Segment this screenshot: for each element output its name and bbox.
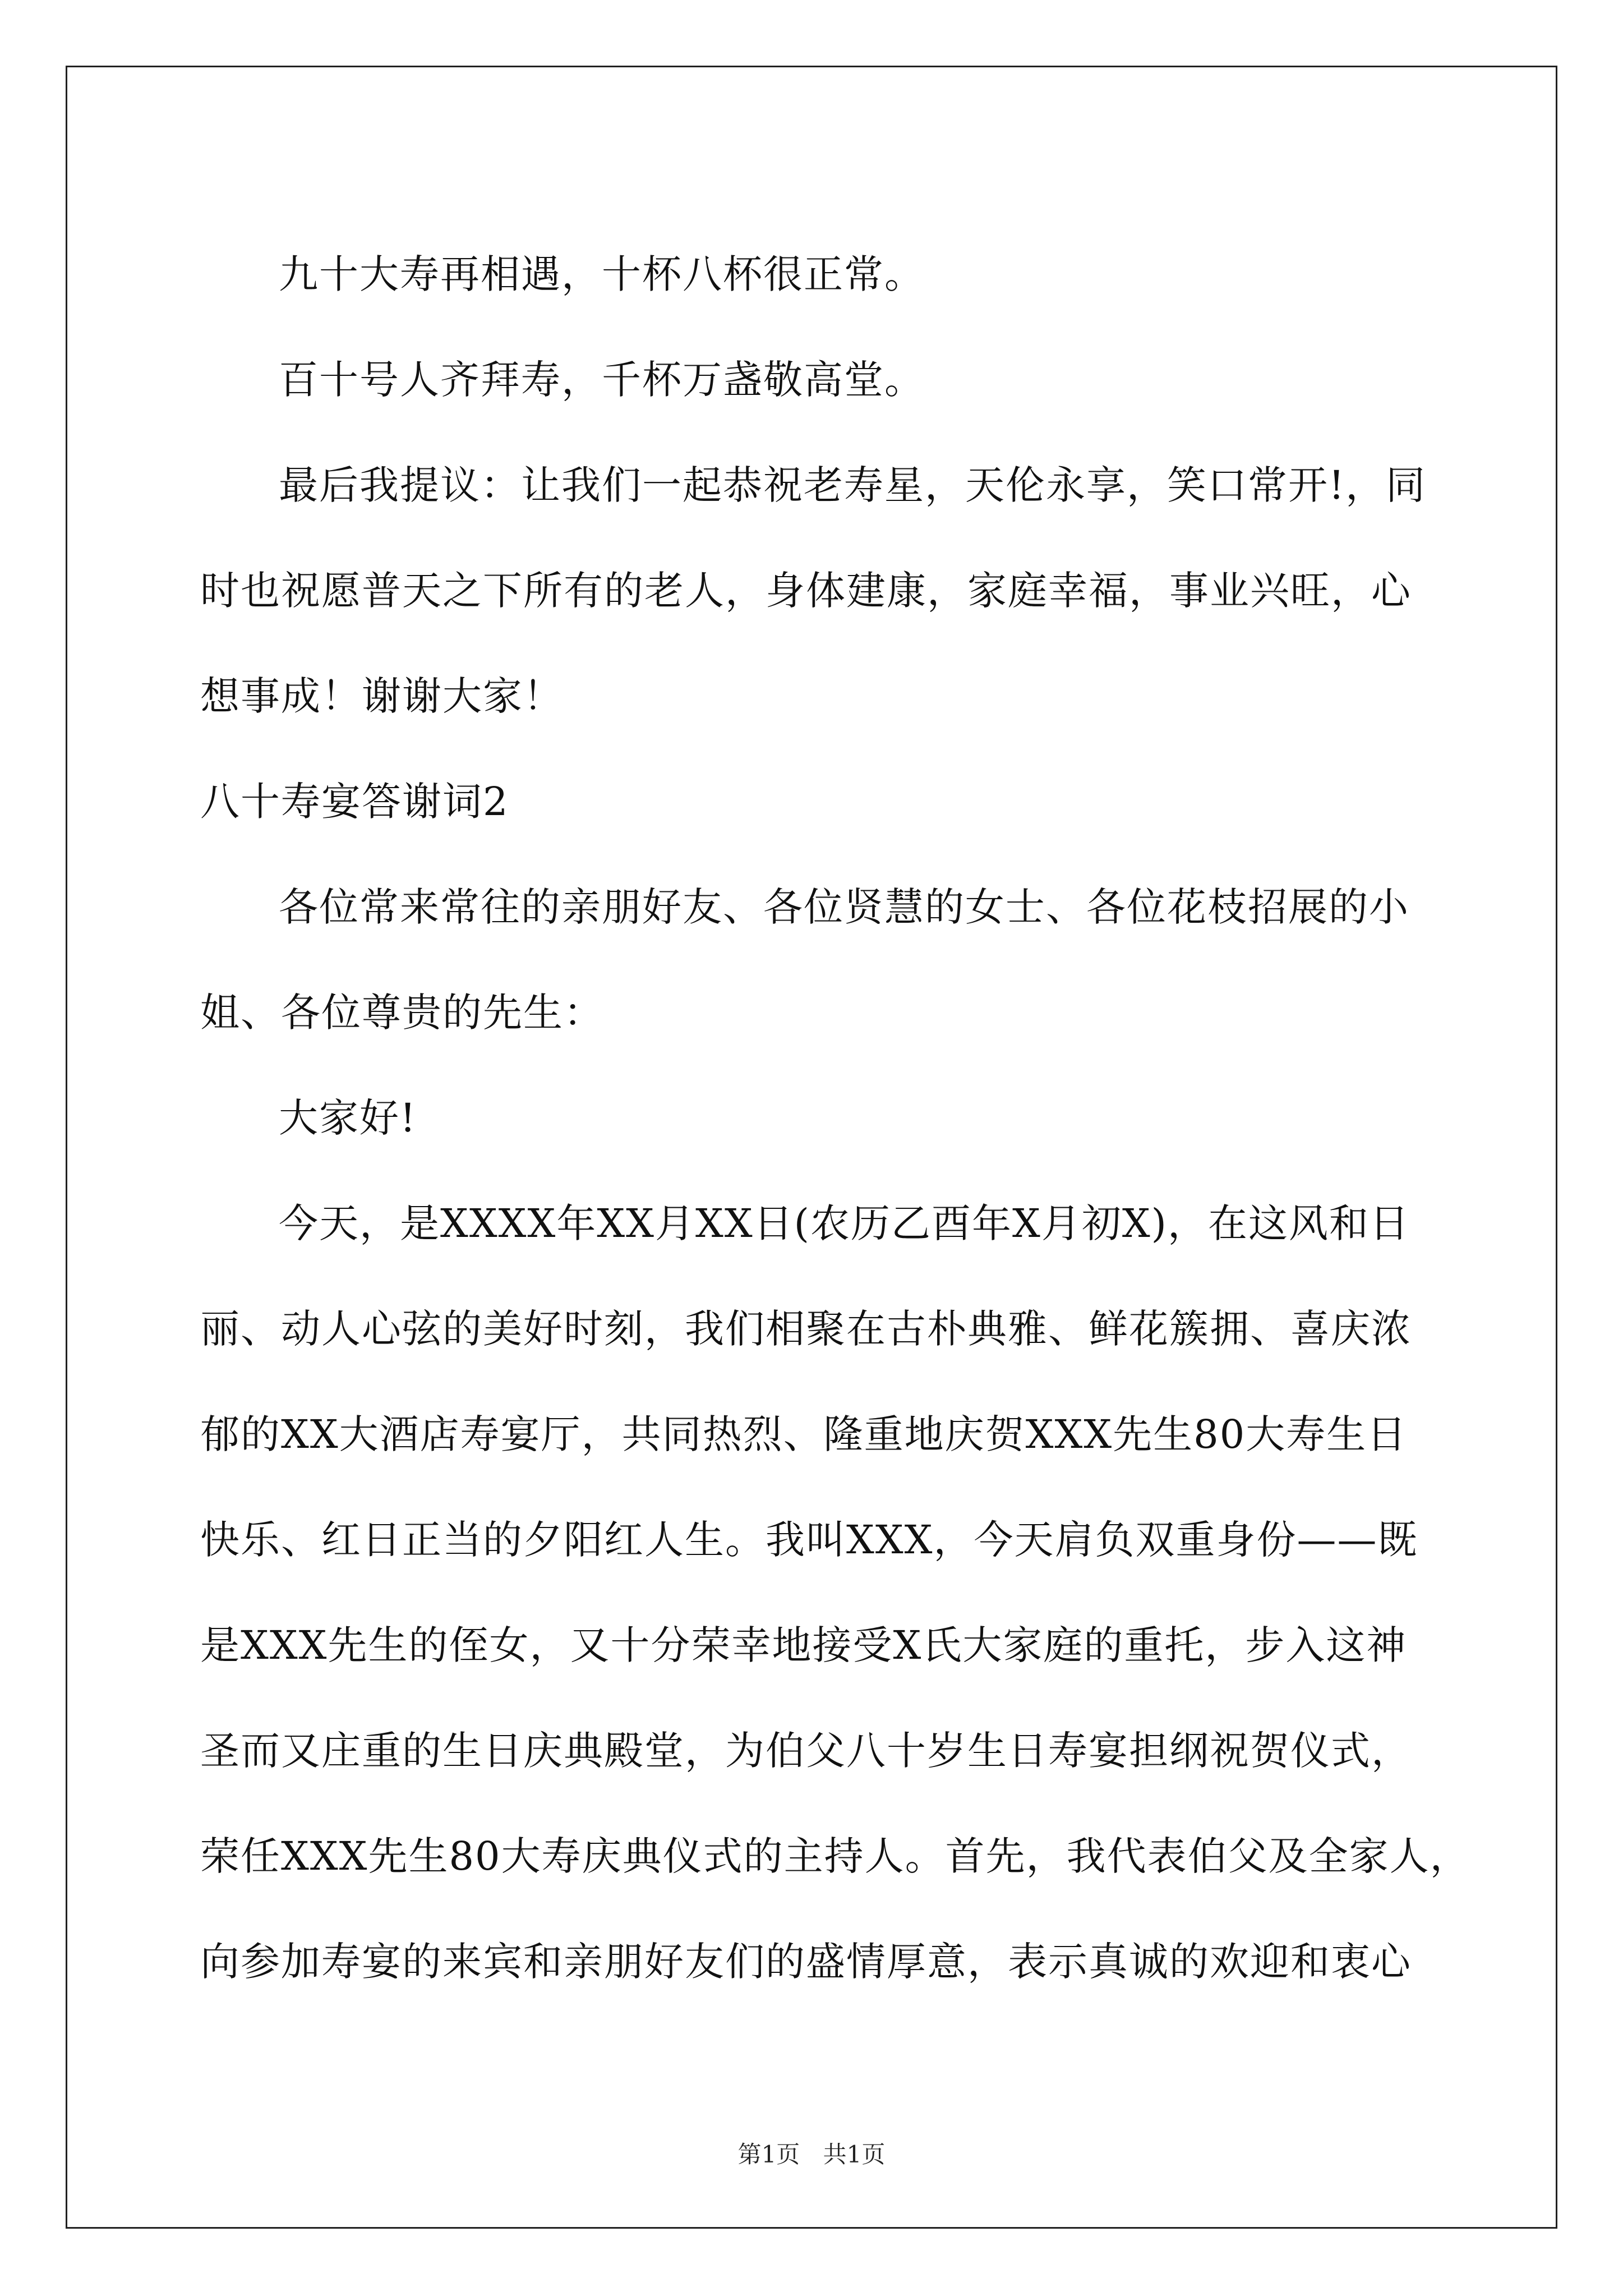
paragraph-5 [200,1065,1423,1171]
section-heading [200,749,1423,854]
text-line: 各位常来常往的亲朋好友、各位贤慧的女士、各位花枝招展的小 [279,884,1409,930]
text-line: 圣而又庄重的生日庆典殿堂，为伯父八十岁生日寿宴担纲祝贺仪式， [200,1728,1412,1774]
text-line: 大家好! [279,1095,417,1141]
paragraph-4 [200,854,1423,1065]
text-line: 快乐、红日正当的夕阳红人生。我叫XXX，今天肩负双重身份——既 [200,1517,1418,1563]
text-line: 丽、动人心弦的美好时刻，我们相聚在古朴典雅、鲜花簇拥、喜庆浓 [200,1306,1412,1352]
text-line: 最后我提议：让我们一起恭祝老寿星，天伦永享，笑口常开!，同 [279,462,1427,508]
document-body [200,222,1470,2014]
text-line: 今天，是XXXX年XX月XX日(农历乙酉年X月初X)，在这风和日 [279,1200,1410,1246]
text-line: 时也祝愿普天之下所有的老人，身体建康，家庭幸福，事业兴旺，心 [200,568,1412,614]
text-line: 郁的XX大酒店寿宴厅，共同热烈、隆重地庆贺XXX先生80大寿生日 [200,1411,1408,1457]
heading-text: 八十寿宴答谢词2 [200,779,509,825]
paragraph-6 [200,1171,1470,2014]
text-line: 是XXX先生的侄女，又十分荣幸地接受X氏大家庭的重托，步入这神 [200,1622,1407,1668]
text-line: 想事成！谢谢大家！ [200,673,564,719]
page-total: 共1页 [823,2141,886,2168]
page-footer [0,2136,1623,2170]
paragraph-1 [200,222,1423,327]
text-line: 向参加寿宴的来宾和亲朋好友们的盛情厚意，表示真诚的欢迎和衷心 [200,1939,1412,1985]
page-number: 第1页 [737,2141,800,2168]
text-line: 百十号人齐拜寿，千杯万盏敬高堂。 [279,357,925,403]
paragraph-3 [200,432,1427,749]
paragraph-2 [200,327,1423,432]
text-line: 姐、各位尊贵的先生： [200,990,604,1036]
text-line: 荣任XXX先生80大寿庆典仪式的主持人。首先，我代表伯父及全家人， [200,1833,1470,1879]
text-line: 九十大寿再相遇，十杯八杯很正常。 [279,251,925,297]
